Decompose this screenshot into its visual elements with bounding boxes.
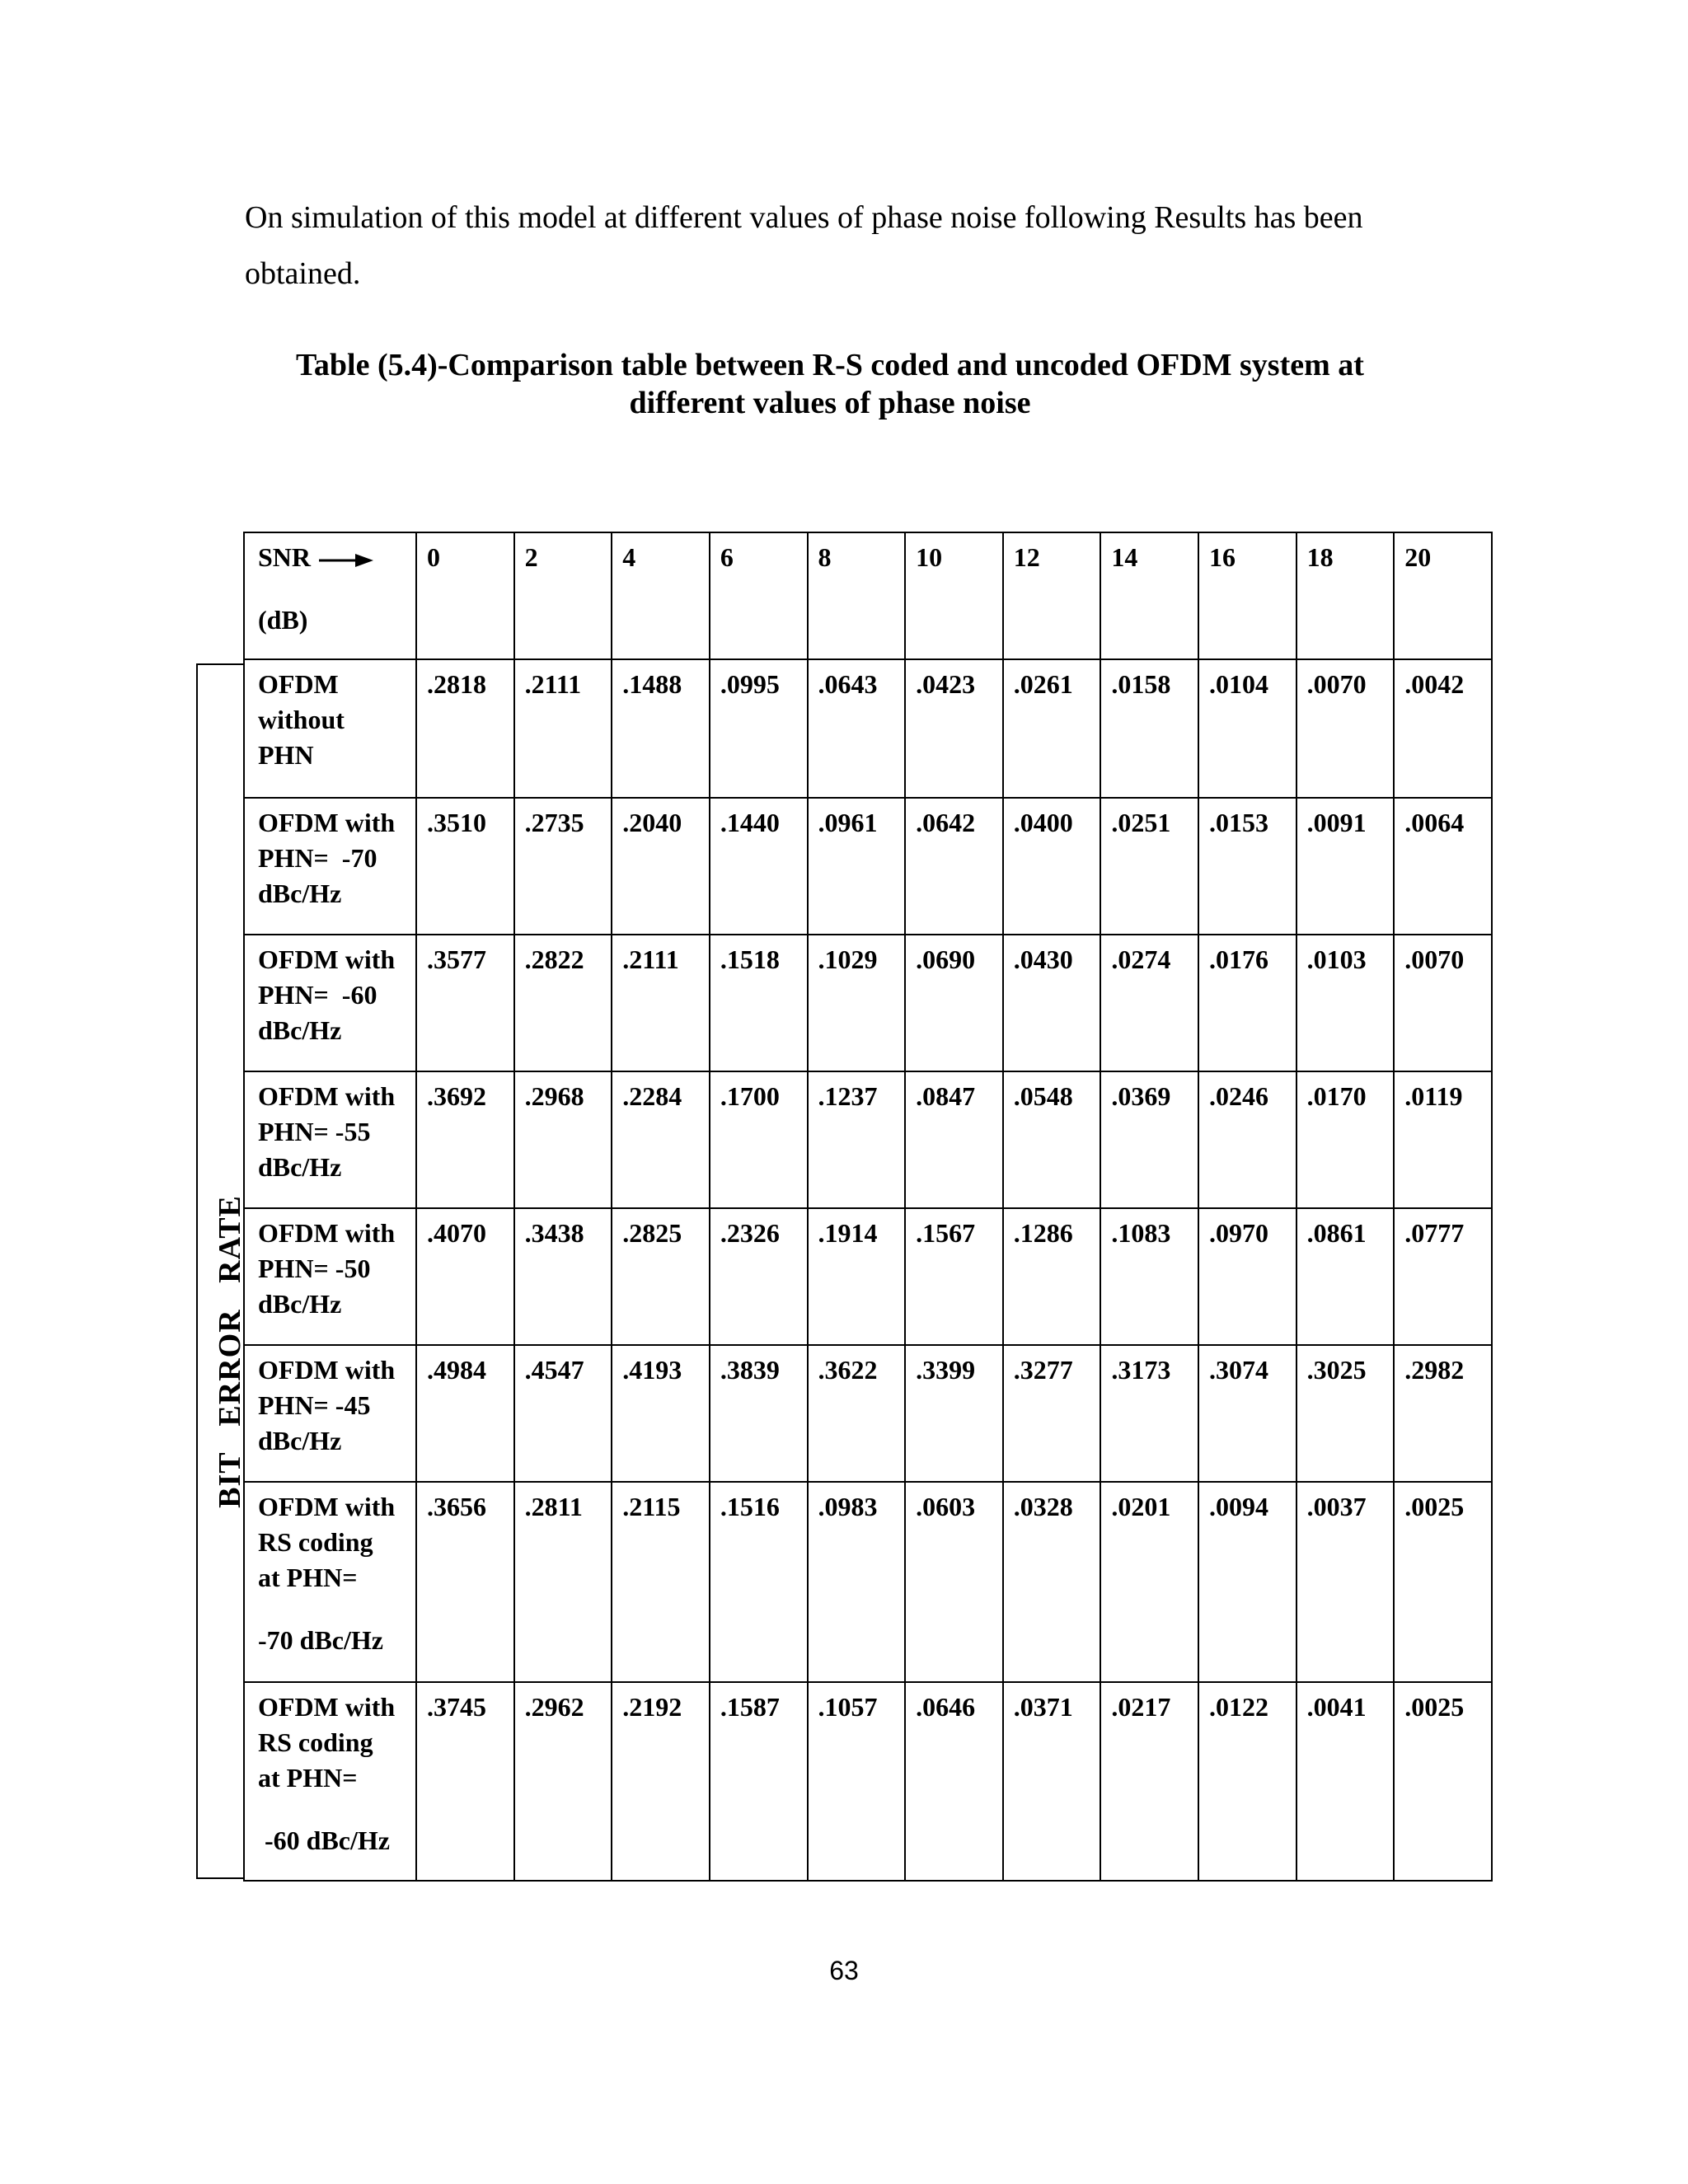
ber-value-cell: .1440 xyxy=(710,798,808,935)
ber-value-cell: .2825 xyxy=(612,1208,710,1345)
ber-value-cell: .2115 xyxy=(612,1482,710,1682)
row-label-line: PHN= -70 xyxy=(258,843,377,873)
ber-value-cell: .0041 xyxy=(1296,1682,1395,1881)
ber-value-cell: .0861 xyxy=(1296,1208,1395,1345)
ber-value-cell: .2811 xyxy=(514,1482,612,1682)
row-label-line: dBc/Hz xyxy=(258,1152,342,1182)
ber-value-cell: .1516 xyxy=(710,1482,808,1682)
ber-value-cell: .1083 xyxy=(1100,1208,1198,1345)
caption-line-1: Table (5.4)-Comparison table between R-S coded and uncoded OFDM system at xyxy=(296,348,1364,382)
ber-value-cell: .0400 xyxy=(1003,798,1101,935)
row-label-line: PHN= -60 xyxy=(258,980,377,1010)
row-label-unit: -70 dBc/Hz xyxy=(258,1625,383,1655)
ber-value-cell: .0274 xyxy=(1100,935,1198,1071)
ber-value-cell: .0176 xyxy=(1198,935,1296,1071)
snr-value-cell: 20 xyxy=(1394,532,1492,659)
row-label-unit: -60 dBc/Hz xyxy=(258,1825,390,1855)
snr-value-cell: 14 xyxy=(1100,532,1198,659)
ber-value-cell: .0025 xyxy=(1394,1682,1492,1881)
ber-value-cell: .0995 xyxy=(710,659,808,798)
snr-value-cell: 4 xyxy=(612,532,710,659)
row-label-cell xyxy=(244,935,416,1071)
snr-value-cell: 18 xyxy=(1296,532,1395,659)
ber-value-cell: .4984 xyxy=(416,1345,514,1482)
ber-value-cell: .0777 xyxy=(1394,1208,1492,1345)
ber-value-cell: .0094 xyxy=(1198,1482,1296,1682)
row-label-line: PHN= -50 xyxy=(258,1254,371,1283)
ber-value-cell: .0153 xyxy=(1198,798,1296,935)
table-row xyxy=(244,659,1492,798)
ber-value-cell: .2962 xyxy=(514,1682,612,1881)
ber-value-cell: .0103 xyxy=(1296,935,1395,1071)
row-label-cell xyxy=(244,1682,416,1881)
header-row xyxy=(244,532,1492,659)
ber-value-cell: .0690 xyxy=(905,935,1003,1071)
ber-value-cell: .2111 xyxy=(514,659,612,798)
ber-value-cell: .0961 xyxy=(808,798,906,935)
ber-value-cell: .2040 xyxy=(612,798,710,935)
side-axis-label: BIT ERROR RATE xyxy=(213,1195,247,1508)
ber-value-cell: .2982 xyxy=(1394,1345,1492,1482)
ber-value-cell: .0025 xyxy=(1394,1482,1492,1682)
table-caption xyxy=(245,346,1415,422)
row-label-cell xyxy=(244,1482,416,1682)
ber-value-cell: .0091 xyxy=(1296,798,1395,935)
row-label-line: at PHN= xyxy=(258,1563,358,1592)
ber-value-cell: .0983 xyxy=(808,1482,906,1682)
ber-value-cell: .0423 xyxy=(905,659,1003,798)
ber-value-cell: .0246 xyxy=(1198,1071,1296,1208)
row-label-cell xyxy=(244,1345,416,1482)
row-label-line: dBc/Hz xyxy=(258,879,342,908)
row-label-cell xyxy=(244,798,416,935)
ber-value-cell: .1518 xyxy=(710,935,808,1071)
ber-value-cell: .2968 xyxy=(514,1071,612,1208)
caption-line-2: different values of phase noise xyxy=(629,386,1031,420)
ber-value-cell: .0070 xyxy=(1394,935,1492,1071)
ber-value-cell: .0643 xyxy=(808,659,906,798)
ber-value-cell: .0261 xyxy=(1003,659,1101,798)
row-label-line: without xyxy=(258,705,345,734)
ber-value-cell: .3438 xyxy=(514,1208,612,1345)
page-number: 63 xyxy=(829,1956,859,1985)
ber-value-cell: .3622 xyxy=(808,1345,906,1482)
row-label-cell xyxy=(244,1208,416,1345)
snr-value-cell: 10 xyxy=(905,532,1003,659)
ber-value-cell: .4070 xyxy=(416,1208,514,1345)
row-label-line: OFDM with xyxy=(258,944,396,974)
row-label-line: OFDM with xyxy=(258,1692,396,1722)
ber-value-cell: .3577 xyxy=(416,935,514,1071)
row-label-line: RS coding xyxy=(258,1727,373,1757)
row-label-line: OFDM with xyxy=(258,808,396,837)
ber-value-cell: .3510 xyxy=(416,798,514,935)
row-label-cell xyxy=(244,1071,416,1208)
ber-value-cell: .0251 xyxy=(1100,798,1198,935)
row-label-line: dBc/Hz xyxy=(258,1426,342,1455)
ber-value-cell: .1488 xyxy=(612,659,710,798)
ber-value-cell: .0217 xyxy=(1100,1682,1198,1881)
row-label-line: OFDM with xyxy=(258,1081,396,1111)
table-row xyxy=(244,1482,1492,1682)
ber-value-cell: .2822 xyxy=(514,935,612,1071)
row-label-line: RS coding xyxy=(258,1527,373,1557)
row-label-line: dBc/Hz xyxy=(258,1015,342,1045)
ber-value-cell: .1237 xyxy=(808,1071,906,1208)
table-row xyxy=(244,798,1492,935)
snr-value-cell: 16 xyxy=(1198,532,1296,659)
ber-value-cell: .0328 xyxy=(1003,1482,1101,1682)
ber-value-cell: .1286 xyxy=(1003,1208,1101,1345)
ber-value-cell: .0042 xyxy=(1394,659,1492,798)
ber-value-cell: .0064 xyxy=(1394,798,1492,935)
row-label-line: dBc/Hz xyxy=(258,1289,342,1319)
row-label-line: OFDM with xyxy=(258,1355,396,1385)
snr-unit: (dB) xyxy=(258,605,308,635)
snr-value-cell: 0 xyxy=(416,532,514,659)
ber-value-cell: .0119 xyxy=(1394,1071,1492,1208)
ber-comparison-table xyxy=(243,532,1493,1882)
ber-value-cell: .2192 xyxy=(612,1682,710,1881)
ber-value-cell: .1029 xyxy=(808,935,906,1071)
ber-value-cell: .0371 xyxy=(1003,1682,1101,1881)
ber-value-cell: .1700 xyxy=(710,1071,808,1208)
ber-value-cell: .2818 xyxy=(416,659,514,798)
table-row xyxy=(244,1208,1492,1345)
ber-value-cell: .2284 xyxy=(612,1071,710,1208)
row-label-cell xyxy=(244,659,416,798)
ber-value-cell: .3745 xyxy=(416,1682,514,1881)
ber-value-cell: .0847 xyxy=(905,1071,1003,1208)
ber-value-cell: .1057 xyxy=(808,1682,906,1881)
ber-value-cell: .0037 xyxy=(1296,1482,1395,1682)
ber-value-cell: .3025 xyxy=(1296,1345,1395,1482)
ber-value-cell: .3692 xyxy=(416,1071,514,1208)
ber-value-cell: .1567 xyxy=(905,1208,1003,1345)
table-row xyxy=(244,935,1492,1071)
table-body xyxy=(244,659,1492,1881)
ber-value-cell: .3656 xyxy=(416,1482,514,1682)
intro-paragraph: On simulation of this model at different values of phase noise following Results has been obtained. xyxy=(245,200,1363,291)
snr-value-cell: 2 xyxy=(514,532,612,659)
ber-value-cell: .0548 xyxy=(1003,1071,1101,1208)
ber-value-cell: .4547 xyxy=(514,1345,612,1482)
snr-header-cell xyxy=(244,532,416,659)
ber-value-cell: .0122 xyxy=(1198,1682,1296,1881)
row-label-line: OFDM xyxy=(258,669,339,699)
ber-value-cell: .4193 xyxy=(612,1345,710,1482)
ber-value-cell: .0642 xyxy=(905,798,1003,935)
ber-value-cell: .3277 xyxy=(1003,1345,1101,1482)
right-arrow-icon xyxy=(319,552,373,569)
ber-value-cell: .1914 xyxy=(808,1208,906,1345)
row-label-line: PHN= -45 xyxy=(258,1390,371,1420)
ber-value-cell: .0104 xyxy=(1198,659,1296,798)
table-row xyxy=(244,1071,1492,1208)
row-label-line: OFDM with xyxy=(258,1492,396,1521)
row-label-line: PHN xyxy=(258,740,314,770)
ber-value-cell: .2735 xyxy=(514,798,612,935)
row-label-line: PHN= -55 xyxy=(258,1117,371,1146)
snr-label: SNR xyxy=(258,542,312,572)
snr-value-cell: 8 xyxy=(808,532,906,659)
ber-value-cell: .0369 xyxy=(1100,1071,1198,1208)
ber-value-cell: .3839 xyxy=(710,1345,808,1482)
snr-value-cell: 6 xyxy=(710,532,808,659)
ber-value-cell: .3399 xyxy=(905,1345,1003,1482)
ber-value-cell: .3074 xyxy=(1198,1345,1296,1482)
ber-value-cell: .0970 xyxy=(1198,1208,1296,1345)
ber-value-cell: .0646 xyxy=(905,1682,1003,1881)
ber-value-cell: .0603 xyxy=(905,1482,1003,1682)
ber-value-cell: .1587 xyxy=(710,1682,808,1881)
row-label-line: at PHN= xyxy=(258,1763,358,1793)
ber-value-cell: .2111 xyxy=(612,935,710,1071)
ber-value-cell: .0158 xyxy=(1100,659,1198,798)
table-row xyxy=(244,1345,1492,1482)
snr-value-cell: 12 xyxy=(1003,532,1101,659)
ber-value-cell: .0201 xyxy=(1100,1482,1198,1682)
table-row xyxy=(244,1682,1492,1881)
row-label-line: OFDM with xyxy=(258,1218,396,1248)
ber-value-cell: .2326 xyxy=(710,1208,808,1345)
ber-value-cell: .0070 xyxy=(1296,659,1395,798)
ber-value-cell: .0430 xyxy=(1003,935,1101,1071)
ber-value-cell: .3173 xyxy=(1100,1345,1198,1482)
ber-value-cell: .0170 xyxy=(1296,1071,1395,1208)
